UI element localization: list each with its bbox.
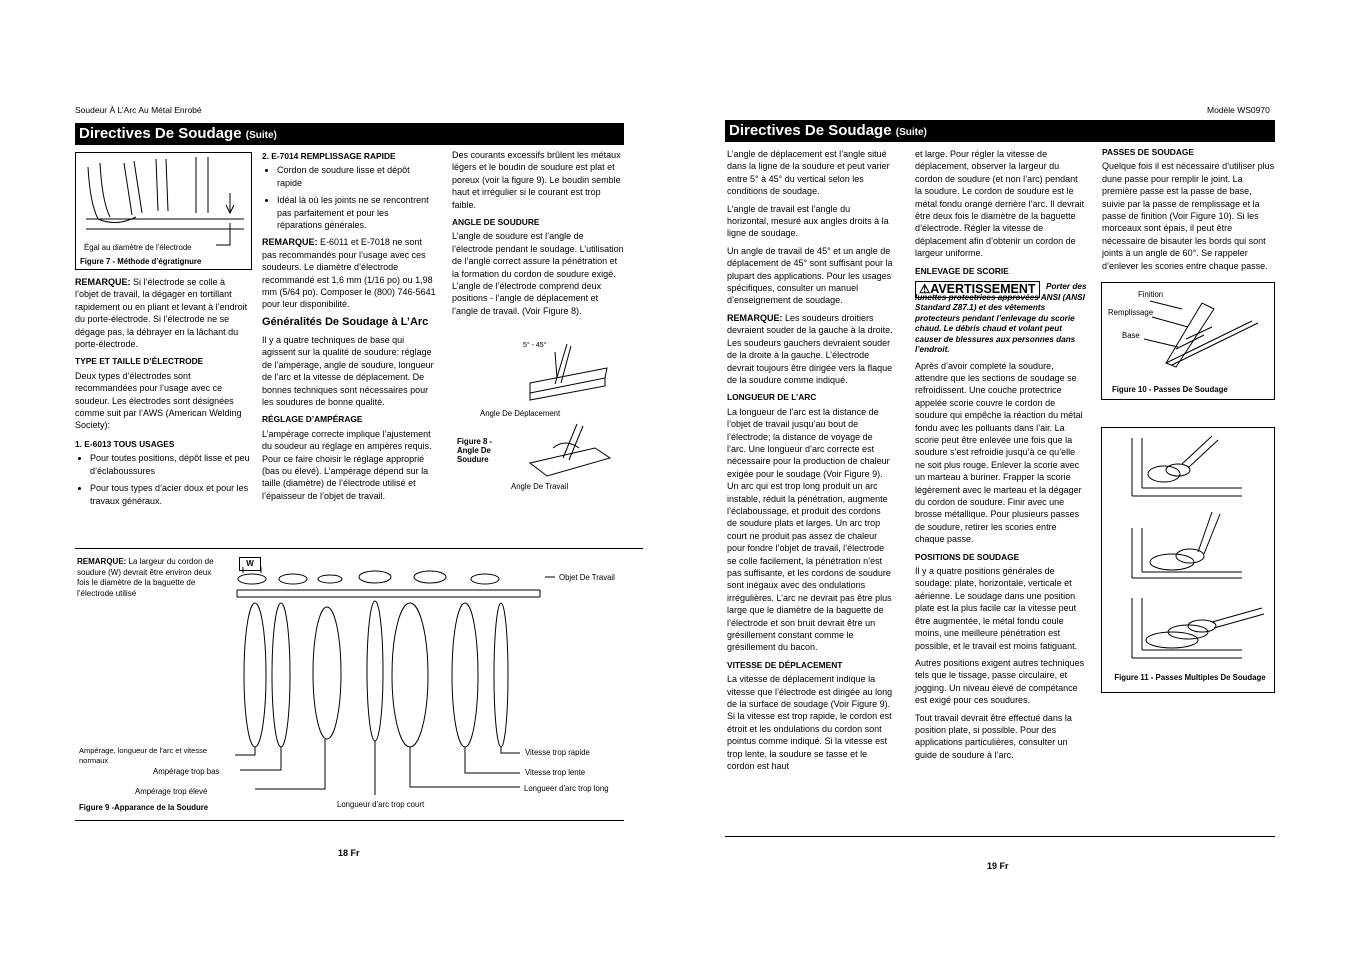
right-column-3: PASSES DE SOUDAGE Quelque fois il est nécessaire d’utiliser plus dune passe pour remplir le joint. La première passe est la passe de base, suivie par la passe de remplissage et la passe de finition (Voir Figure 10). Si les morceaux sont épais, il peut être nécessaire de bisauter les bords qui sont joints à un angle de 60°. Se rappeler d’enlever les scories entre chaque passe. <box>1102 147 1275 271</box>
general-welding-title: Généralités De Soudage à L’Arc <box>262 315 429 328</box>
fig9-label-normal: Ampérage, longueur de l’arc et vitesse normaux <box>79 746 207 765</box>
fig9-caption: Figure 9 -Apparance de la Soudure <box>79 803 209 812</box>
left-running-header: Soudeur À L’Arc Au Métal Enrobé <box>75 105 202 115</box>
fig9-w-label: W <box>239 557 261 571</box>
warning-block: ⚠AVERTISSEMENT Porter des lunettes protectrices approvées ANSI (ANSI Standard Z87.1) et des vêtements protecteurs pendant l’enlevage du scorie chaud. Le débris chaud et volant peut causer de blessures aux personnes dans l’endroit. <box>915 282 1087 355</box>
fig7-label: Égal au diamètre de l’électrode <box>84 243 192 252</box>
right-bottom-rule <box>725 836 1275 837</box>
fig9-label-amp-low: Ampérage trop bas <box>153 767 220 776</box>
fig8-label-deplacement: Angle De Déplacement <box>480 409 561 418</box>
fig9-objet: Objet De Travail <box>559 573 615 582</box>
fig9-note: REMARQUE: La largeur du cordon de soudure (W) devrait être environ deux fois le diamètre de la baguette de l’électrode utilisé <box>77 557 214 598</box>
fig9-label-arc-long: Longueer d’arc trop long <box>524 784 609 793</box>
fig11-caption: Figure 11 - Passes Multiples De Soudage <box>1114 673 1266 682</box>
fig9-label-arc-short: Longueur d’arc trop court <box>337 800 425 809</box>
right-column-1: L’angle de déplacement est l’angle situé dans la ligne de la soudure et peut varier entre 5° à 45° du vertical selon les conditions de soudage. L’angle de travail est l’angle du horizontal, mesuré aux angles droits à la ligne de soudage. Un angle de travail de 45° et un angle de déplacement de 45° sont suffisant pour la plupart des applications. Pour les usages spécifiques, consulter un manuel d’enseignement de soudage. REMARQUE: Les soudeurs droitiers devraient souder de la gauche à la droite. Les soudeurs gauchers devraient souder de la droite à la gauche. L’électrode devrait toujours être dirigée vers la flaque de la soudure comme indiqué. LONGUEUR DE L’ARC La longueur de l’arc est la distance de l’objet de travail jusqu’au bout de l’électrode; la distance de voyage de l’arc. Une longueur d’arc correcte est nécessaire pour la production de chaleur exigée pour le soudage (Voir Figure 9). Un arc qui est trop long produit un arc instable, réduit la pénétration, augmente l’éclaboussage, et produit des cordons de soudure plats et larges. Un arc trop court ne produit pas assez de chaleur pour fondre l’objet de travail, l’électrode se colle facilement, la pénétration n’est pas suffisante, et les cordons de soudure sont inégaux avec des ondulations irrégulières. L’arc ne devrait pas être plus large que le diamètre de la baguette de l’électrode et son bruit devrait être un grésillement constant comme le grésillement du bacon. VITESSE DE DÉPLACEMENT La vitesse de déplacement indique la vitesse que l’électrode est dirigée au long de la surface de soudage (Voir Figure 9). Si la vitesse est trop rapide, le cordon est étroit et les ondulations du cordon sont pointus comme indiqué. Si la vitesse est trop lente, la soudure se tasse et le cordon est haut <box>727 149 893 772</box>
fig8-caption: Figure 8 - Angle De Soudure <box>457 437 493 464</box>
fig10-remplissage: Remplissage <box>1108 308 1154 317</box>
right-section-title: Directives De Soudage (Suite) <box>725 120 1275 142</box>
left-column-1: REMARQUE: Si l’électrode se colle à l’objet de travail, la dégager en tortillant rapidement ou en pliant et levant à l’endroit du porte-électrode. Si l’électrode ne se dégage pas, la débrayer en la lâchant du porte-électrode. TYPE ET TAILLE D’ÉLECTRODE Deux types d’électrodes sont recommandées pour l’usage avec ce soudeur. Les électrodes sont désignées comme suit par l’AWS (American Welding Society): 1. E-6013 TOUS USAGES • Pour toutes positions, dépôt lisse et peu d’éclaboussures • Pour tous types d’acier doux et pour les travaux généraux. <box>75 276 251 512</box>
figure-8 <box>455 338 625 498</box>
left-column-3: Des courants excessifs brûlent les métaux légers et le boudin de soudure est plat et poreux (voir la figure 9). Le boudin semble haut et irrégulier si le courant est trop faible. ANGLE DE SOUDURE L’angle de soudure est l’angle de l’électrode pendant le soudage. L’utilisation de l’angle correct assure la pénétration et la formation du cordon de soudure exigé. L’angle de l’électrode comprend deux positions - l’angle de déplacement et l’angle de travail. (Voir Figure 8). <box>452 150 624 316</box>
right-page-number: 19 Fr <box>987 861 1009 871</box>
welding-angle-illustration <box>455 338 625 498</box>
fig8-label-travail: Angle De Travail <box>511 482 569 491</box>
e6013-title: 1. E-6013 TOUS USAGES <box>75 438 175 449</box>
multiple-passes-illustration <box>1102 428 1274 668</box>
fig10-caption: Figure 10 - Passes De Soudage <box>1112 385 1228 394</box>
fig9-label-fast: Vitesse trop rapide <box>525 748 590 757</box>
fig9-label-amp-high: Ampérage trop élevé <box>135 787 208 796</box>
left-section-title: Directives De Soudage (Suite) <box>75 123 624 145</box>
figure-10 <box>1101 282 1275 400</box>
right-column-2: et large. Pour régler la vitesse de déplacement, observer la largeur du cordon de soudure (et non l’arc) pendant la soudure. Le cordon de soudure est le métal fondu orange derrière l’arc. Il devrait être deux fois le diamètre de la baguette d’électrode. Régler la vitesse de déplacement afin d’obtenir un cordon de largeur uniforme. ENLEVAGE DE SCORIE ⚠AVERTISSEMENT Porter des lunettes protectrices approvées ANSI (ANSI Standard Z87.1) et des vêtements protecteurs pendant l’enlevage du scorie chaud. Le débris chaud et volant peut causer de blessures aux personnes dans l’endroit. Après d’avoir completé la soudure, attendre que les sections de soudage se refroidissent. Une couche protectrice appelée scorie couvre le cordon de soudure qui empêche la réaction du métal fondu avec les polluants dans l’air. La scorie peut être enlevée une fois que la soudure s’est refroidie jusqu’à ce qu’elle ne soit plus rouge. Enlever la scorie avec un marteau à buriner. Frapper la scorie légèrement avec le marteau et la dégager du cordon de soudure. Finir avec une brosse métallique. Pour plusieurs passes de soudure, retirer les scories entre chaque passe. POSITIONS DE SOUDAGE Il y a quatre positions générales de soudage: plate, horizontale, verticale et aérienne. Le soudage dans une position plate est la plus facile car la vitesse peut être augmentée, le métal fondu coule moins, une meilleure pénétration est possible, et le travail est moins fatiguant. Autres positions exigent autres techniques tels que le tissage, passe circulaire, et jogging. Un niveau élevé de compétance est exigé pour ces soudures. Tout travail devrait être effectué dans la position plate, si possible. Pour des applications particulières, consulter un guide de soudure à l’arc. <box>915 149 1087 760</box>
weld-appearance-illustration <box>75 555 645 820</box>
fig9-label-slow: Vitesse trop lente <box>525 768 586 777</box>
right-running-header: Modèle WS0970 <box>1207 105 1270 115</box>
left-page-number: 18 Fr <box>338 848 360 858</box>
figure-11 <box>1101 427 1275 693</box>
scratch-method-illustration <box>76 153 251 253</box>
fig10-finition: Finition <box>1138 290 1164 299</box>
figure-9 <box>75 555 645 820</box>
warning-badge: ⚠AVERTISSEMENT <box>915 281 1040 298</box>
fig8-angle-range: 5° - 45° <box>523 342 547 349</box>
left-column-2: 2. E-7014 REMPLISSAGE RAPIDE • Cordon de soudure lisse et dépôt rapide • Idéal là où les joints ne se rencontrent pas parfaitement et pour les réparations générales. REMARQUE: E-6011 et E-7018 ne sont pas recommandés pour l’usage avec ces soudeurs. Le diamètre d’électrode recommandé est 1,6 mm (1/16 po) ou 1,98 mm (5/64 po). Composer le (800) 746-5641 pour leur disponibilité. Généralités De Soudage à L’Arc Il y a quatre techniques de base qui agissent sur la qualité de soudure: réglage de l’ampérage, angle de soudure, longueur de l’arc et la vitesse de déplacement. De bonnes techniques sont nécessaires pour les soudures de bonne qualité. RÉGLAGE D’AMPÉRAGE L’ampérage correcte implique l’ajustement du soudeur au réglage en ampères requis. Pour ce faire choisir le réglage approprié (bas ou élevé). L’ampérage dépend sur la taille (diamètre) de l’électrode utilisé et l’épaisseur de l’objet de travail. <box>262 150 436 507</box>
left-bottom-rule <box>75 820 624 821</box>
warning-icon: ⚠ <box>919 282 931 297</box>
fig10-base: Base <box>1122 331 1140 340</box>
figure-7 <box>75 152 252 270</box>
fig7-caption: Figure 7 - Méthode d’égratignure <box>80 257 202 266</box>
left-divider <box>75 548 643 549</box>
type-title: TYPE ET TAILLE D’ÉLECTRODE <box>75 356 204 367</box>
